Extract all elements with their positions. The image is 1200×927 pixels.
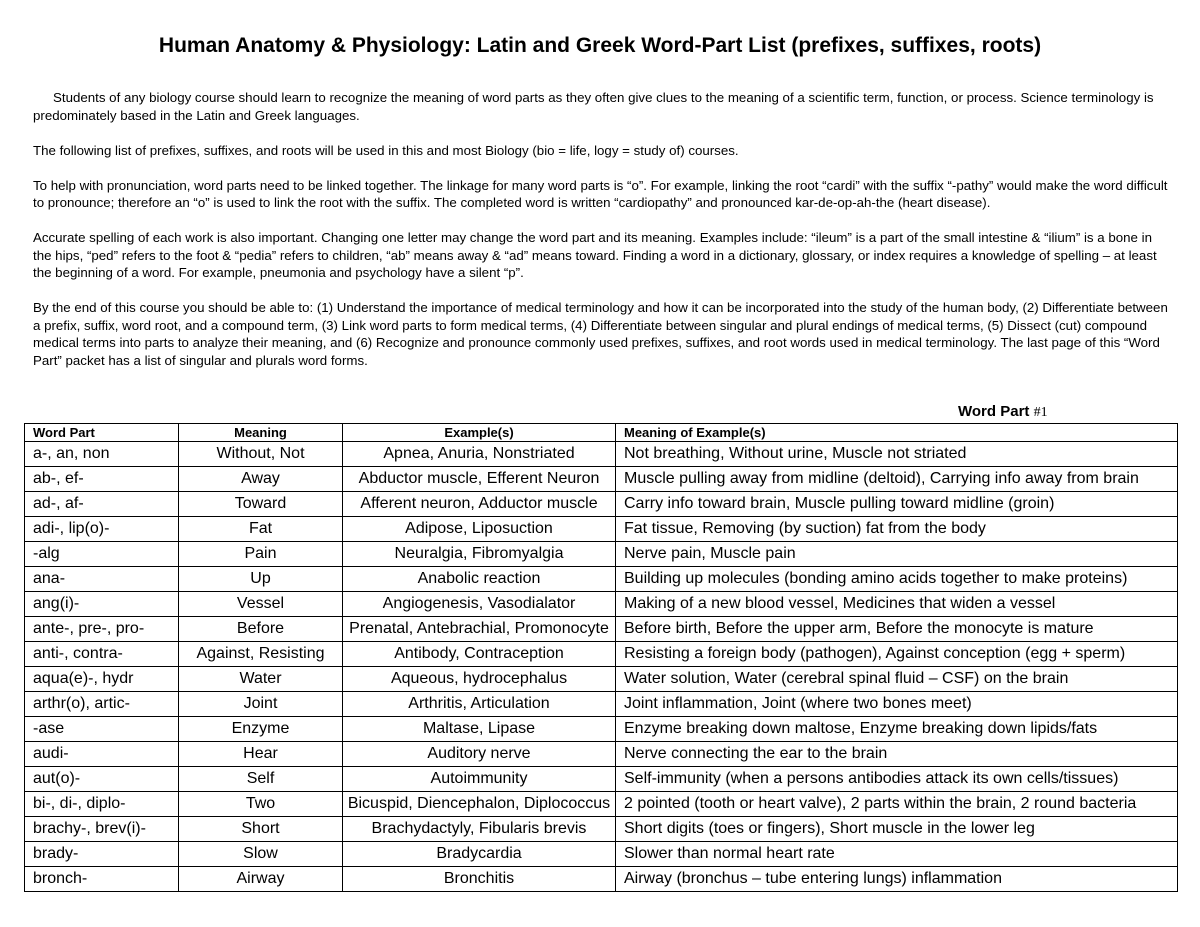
word-part-cell: aut(o)-: [25, 767, 179, 792]
word-part-cell: ana-: [25, 567, 179, 592]
example-cell: Maltase, Lipase: [343, 717, 616, 742]
example-cell: Afferent neuron, Adductor muscle: [343, 492, 616, 517]
example-meaning-cell: Not breathing, Without urine, Muscle not striated: [616, 442, 1178, 467]
word-part-cell: ante-, pre-, pro-: [25, 617, 179, 642]
example-cell: Angiogenesis, Vasodialator: [343, 592, 616, 617]
intro-paragraph-list-usage: The following list of prefixes, suffixes, and roots will be used in this and most Biology (bio = life, logy = study of) courses.: [33, 142, 739, 158]
word-part-cell: adi-, lip(o)-: [25, 517, 179, 542]
example-cell: Anabolic reaction: [343, 567, 616, 592]
example-meaning-cell: Carry info toward brain, Muscle pulling toward midline (groin): [616, 492, 1178, 517]
intro-paragraph-spelling: Accurate spelling of each work is also important. Changing one letter may change the word part and its meaning. Examples include: “ileum” is a part of the small intestine & “ilium” is a bone in the hips, “ped” refers to the foot & “pedia” refers to children, “ab” means away & “ad” means toward. Finding a word in a dictionary, glossary, or index requires a knowledge of spelling – at least the beginning of a word. For example, pneumonia and psychology have a silent “p”.: [33, 230, 1157, 280]
meaning-cell: Slow: [179, 842, 343, 867]
example-cell: Arthritis, Articulation: [343, 692, 616, 717]
table-row: [25, 792, 1178, 817]
intro-paragraph-objectives: By the end of this course you should be able to: (1) Understand the importance of medical terminology and how it can be incorporated into the study of the human body, (2) Differentiate between a prefix, suffix, word root, and a compound term, (3) Link word parts to form medical terms, (4) Differentiate between singular and plural endings of medical terms, (5) Dissect (cut) compound medical terms into parts to analyze their meaning, and (6) Recognize and pronounce commonly used prefixes, suffixes, and root words used in medical terminology. The last page of this “Word Part” packet has a list of singular and plurals word forms.: [33, 300, 1168, 368]
table-row: [25, 567, 1178, 592]
table-row: [25, 542, 1178, 567]
example-cell: Brachydactyly, Fibularis brevis: [343, 817, 616, 842]
meaning-cell: Short: [179, 817, 343, 842]
example-meaning-cell: Slower than normal heart rate: [616, 842, 1178, 867]
example-meaning-cell: Muscle pulling away from midline (deltoid), Carrying info away from brain: [616, 467, 1178, 492]
example-cell: Neuralgia, Fibromyalgia: [343, 542, 616, 567]
meaning-cell: Toward: [179, 492, 343, 517]
section-label: Word Part: [958, 403, 1030, 420]
meaning-cell: Two: [179, 792, 343, 817]
example-meaning-cell: Resisting a foreign body (pathogen), Against conception (egg + sperm): [616, 642, 1178, 667]
example-meaning-cell: Fat tissue, Removing (by suction) fat from the body: [616, 517, 1178, 542]
word-part-cell: brachy-, brev(i)-: [25, 817, 179, 842]
table-row: [25, 767, 1178, 792]
word-part-table: [24, 423, 1178, 892]
meaning-cell: Up: [179, 567, 343, 592]
example-meaning-cell: Short digits (toes or fingers), Short muscle in the lower leg: [616, 817, 1178, 842]
example-meaning-cell: Making of a new blood vessel, Medicines that widen a vessel: [616, 592, 1178, 617]
meaning-cell: Self: [179, 767, 343, 792]
table-row: [25, 742, 1178, 767]
table-row: [25, 717, 1178, 742]
example-meaning-cell: Nerve pain, Muscle pain: [616, 542, 1178, 567]
example-cell: Autoimmunity: [343, 767, 616, 792]
intro-text: [33, 89, 1173, 387]
meaning-cell: Enzyme: [179, 717, 343, 742]
table-row: [25, 517, 1178, 542]
table-row: [25, 592, 1178, 617]
meaning-cell: Hear: [179, 742, 343, 767]
meaning-cell: Vessel: [179, 592, 343, 617]
intro-paragraph-overview: Students of any biology course should learn to recognize the meaning of word parts as they often give clues to the meaning of a scientific term, function, or process. Science terminology is predominately based in the Latin and Greek languages.: [33, 90, 1154, 123]
word-part-cell: bi-, di-, diplo-: [25, 792, 179, 817]
example-meaning-cell: Self-immunity (when a persons antibodies attack its own cells/tissues): [616, 767, 1178, 792]
table-row: [25, 817, 1178, 842]
word-part-cell: audi-: [25, 742, 179, 767]
meaning-cell: Joint: [179, 692, 343, 717]
example-cell: Adipose, Liposuction: [343, 517, 616, 542]
word-part-cell: ad-, af-: [25, 492, 179, 517]
meaning-cell: Before: [179, 617, 343, 642]
word-part-cell: bronch-: [25, 867, 179, 892]
example-meaning-cell: Nerve connecting the ear to the brain: [616, 742, 1178, 767]
page-title: Human Anatomy & Physiology: Latin and Greek Word-Part List (prefixes, suffixes, roots): [158, 34, 1042, 57]
example-cell: Bronchitis: [343, 867, 616, 892]
example-meaning-cell: 2 pointed (tooth or heart valve), 2 parts within the brain, 2 round bacteria: [616, 792, 1178, 817]
table-row: [25, 442, 1178, 467]
meaning-cell: Without, Not: [179, 442, 343, 467]
example-cell: Prenatal, Antebrachial, Promonocyte: [343, 617, 616, 642]
example-cell: Abductor muscle, Efferent Neuron: [343, 467, 616, 492]
meaning-cell: Against, Resisting: [179, 642, 343, 667]
meaning-cell: Water: [179, 667, 343, 692]
section-heading: [958, 403, 1048, 421]
example-cell: Antibody, Contraception: [343, 642, 616, 667]
example-meaning-cell: Before birth, Before the upper arm, Before the monocyte is mature: [616, 617, 1178, 642]
meaning-cell: Away: [179, 467, 343, 492]
example-cell: Auditory nerve: [343, 742, 616, 767]
word-part-cell: anti-, contra-: [25, 642, 179, 667]
table-row: [25, 492, 1178, 517]
column-header-examples: Example(s): [343, 424, 616, 442]
word-part-cell: arthr(o), artic-: [25, 692, 179, 717]
word-part-cell: brady-: [25, 842, 179, 867]
word-part-cell: ang(i)-: [25, 592, 179, 617]
table-row: [25, 692, 1178, 717]
word-part-cell: -alg: [25, 542, 179, 567]
word-part-cell: -ase: [25, 717, 179, 742]
table-row: [25, 642, 1178, 667]
section-number: #1: [1033, 405, 1048, 420]
table-row: [25, 842, 1178, 867]
table-row: [25, 867, 1178, 892]
example-meaning-cell: Joint inflammation, Joint (where two bones meet): [616, 692, 1178, 717]
example-meaning-cell: Water solution, Water (cerebral spinal fluid – CSF) on the brain: [616, 667, 1178, 692]
column-header-word-part: Word Part: [25, 424, 179, 442]
word-part-cell: aqua(e)-, hydr: [25, 667, 179, 692]
meaning-cell: Airway: [179, 867, 343, 892]
column-header-meaning: Meaning: [179, 424, 343, 442]
example-cell: Aqueous, hydrocephalus: [343, 667, 616, 692]
example-cell: Apnea, Anuria, Nonstriated: [343, 442, 616, 467]
column-header-example-meaning: Meaning of Example(s): [616, 424, 1178, 442]
example-meaning-cell: Enzyme breaking down maltose, Enzyme breaking down lipids/fats: [616, 717, 1178, 742]
example-cell: Bicuspid, Diencephalon, Diplococcus: [343, 792, 616, 817]
example-cell: Bradycardia: [343, 842, 616, 867]
word-part-cell: ab-, ef-: [25, 467, 179, 492]
table-row: [25, 467, 1178, 492]
intro-paragraph-pronunciation: To help with pronunciation, word parts need to be linked together. The linkage for many word parts is “o”. For example, linking the root “cardi” with the suffix “-pathy” would make the word difficult to pronounce; therefore an “o” is used to link the root with the suffix. The completed word is written “cardiopathy” and pronounced kar-de-op-ah-the (heart disease).: [33, 177, 1168, 210]
table-row: [25, 667, 1178, 692]
example-meaning-cell: Airway (bronchus – tube entering lungs) inflammation: [616, 867, 1178, 892]
meaning-cell: Fat: [179, 517, 343, 542]
table-header-row: [25, 424, 1178, 442]
word-part-cell: a-, an, non: [25, 442, 179, 467]
meaning-cell: Pain: [179, 542, 343, 567]
example-meaning-cell: Building up molecules (bonding amino acids together to make proteins): [616, 567, 1178, 592]
table-row: [25, 617, 1178, 642]
